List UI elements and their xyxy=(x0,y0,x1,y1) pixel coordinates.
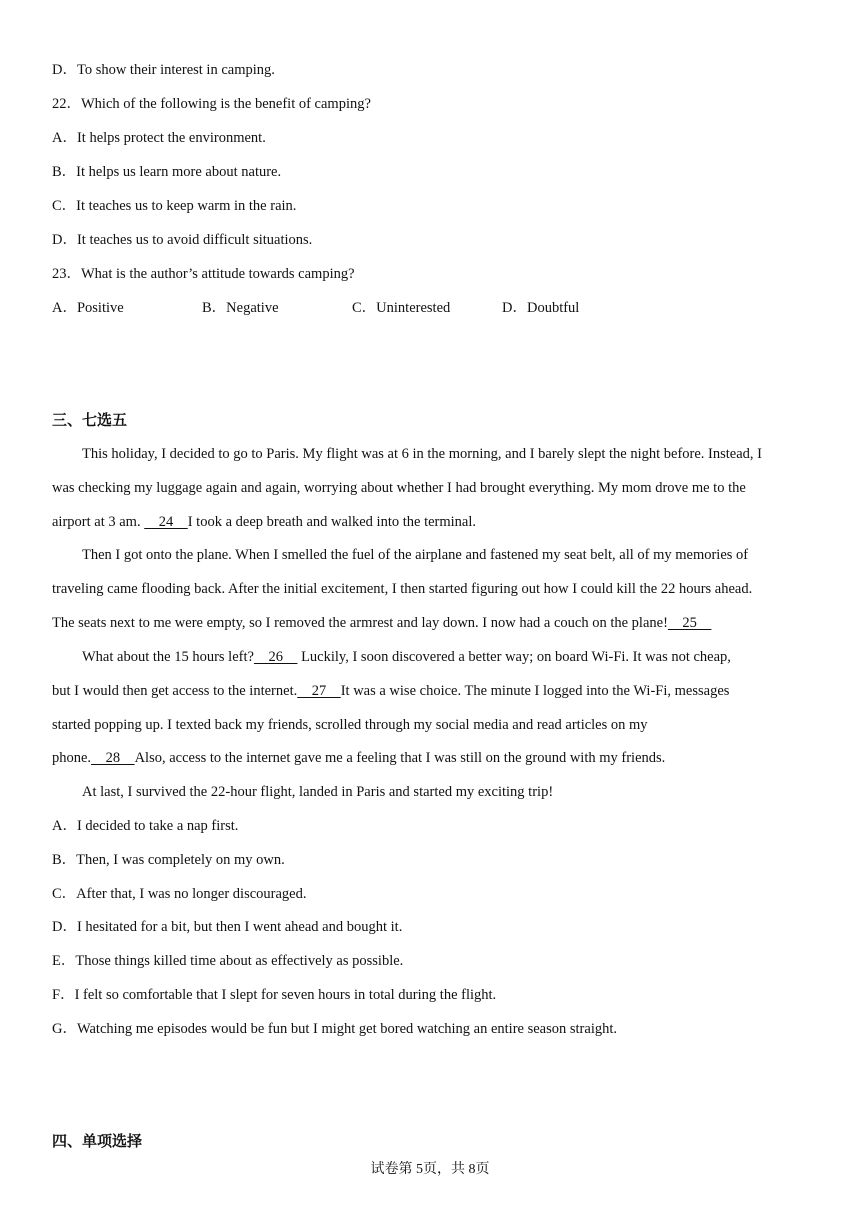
section3-option-c: C．After that, I was no longer discouraged. xyxy=(52,886,307,902)
q23-option-b: B．Negative xyxy=(202,300,279,316)
q22-option-c: C．It teaches us to keep warm in the rain. xyxy=(52,198,297,214)
passage-p3-line2 xyxy=(52,681,729,701)
passage-text: I took a deep breath and walked into the terminal. xyxy=(187,514,477,530)
passage-text: Also, access to the internet gave me a feeling that I was still on the ground with my friends. xyxy=(134,750,666,766)
section3-option-d: D．I hesitated for a bit, but then I went ahead and bought it. xyxy=(52,919,403,935)
passage-text: Luckily, I soon discovered a better way; on board Wi-Fi. It was not cheap, xyxy=(297,649,731,665)
passage-text: phone. xyxy=(52,750,92,766)
passage-text: airport at 3 am. xyxy=(52,514,145,530)
passage-text: but I would then get access to the internet. xyxy=(52,683,298,699)
q21-option-d: D．To show their interest in camping. xyxy=(52,62,275,78)
passage-p3-line1 xyxy=(82,647,731,667)
section3-option-g: G．Watching me episodes would be fun but I might get bored watching an entire season straight. xyxy=(52,1021,618,1037)
passage-p1-line1: This holiday, I decided to go to Paris. My flight was at 6 in the morning, and I barely slept the night before. Instead, I xyxy=(82,446,763,462)
section3-option-f: F．I felt so comfortable that I slept for seven hours in total during the flight. xyxy=(52,987,497,1003)
page-footer: 试卷第 5页，共 8页 xyxy=(370,1162,490,1177)
q23-question: 23．What is the author’s attitude towards camping? xyxy=(52,266,355,282)
q23-option-d: D．Doubtful xyxy=(502,300,580,316)
blank-25[interactable]: 25 xyxy=(667,615,712,631)
passage-text: The seats next to me were empty, so I removed the armrest and lay down. I now had a couch on the plane! xyxy=(52,615,668,631)
blank-26[interactable]: 26 xyxy=(253,649,298,665)
q22-option-b: B．It helps us learn more about nature. xyxy=(52,164,282,180)
q22-question: 22．Which of the following is the benefit of camping? xyxy=(52,96,371,112)
passage-p2-line1: Then I got onto the plane. When I smelled the fuel of the airplane and fastened my seat belt, all of my memories of xyxy=(82,547,749,563)
q23-option-a: A．Positive xyxy=(52,300,124,316)
blank-24[interactable]: 24 xyxy=(144,514,188,530)
q23-option-c: C．Uninterested xyxy=(352,300,451,316)
q22-option-d: D．It teaches us to avoid difficult situations. xyxy=(52,232,313,248)
passage-p3-line4 xyxy=(52,748,665,768)
section3-option-e: E．Those things killed time about as effectively as possible. xyxy=(52,953,404,969)
passage-p4-line1: At last, I survived the 22-hour flight, landed in Paris and started my exciting trip! xyxy=(82,784,554,800)
passage-p3-line3: started popping up. I texted back my friends, scrolled through my social media and read articles on my xyxy=(52,717,648,733)
section3-option-b: B．Then, I was completely on my own. xyxy=(52,852,285,868)
passage-text: What about the 15 hours left? xyxy=(82,649,254,665)
passage-p2-line2: traveling came flooding back. After the initial excitement, I then started figuring out how I could kill the 22 hours ahead. xyxy=(52,581,753,597)
q23-options xyxy=(52,298,652,318)
q22-option-a: A．It helps protect the environment. xyxy=(52,130,266,146)
passage-p1-line2: was checking my luggage again and again, worrying about whether I had brought everything. My mom drove me to the xyxy=(52,480,746,496)
passage-p2-line3 xyxy=(52,613,711,633)
passage-text: It was a wise choice. The minute I logged into the Wi-Fi, messages xyxy=(340,683,730,699)
blank-28[interactable]: 28 xyxy=(91,750,135,766)
section3-option-a: A．I decided to take a nap first. xyxy=(52,818,239,834)
section3-heading: 三、七选五 xyxy=(52,411,128,429)
blank-27[interactable]: 27 xyxy=(297,683,341,699)
passage-p1-line3 xyxy=(52,512,476,532)
section4-heading: 四、单项选择 xyxy=(52,1132,143,1150)
